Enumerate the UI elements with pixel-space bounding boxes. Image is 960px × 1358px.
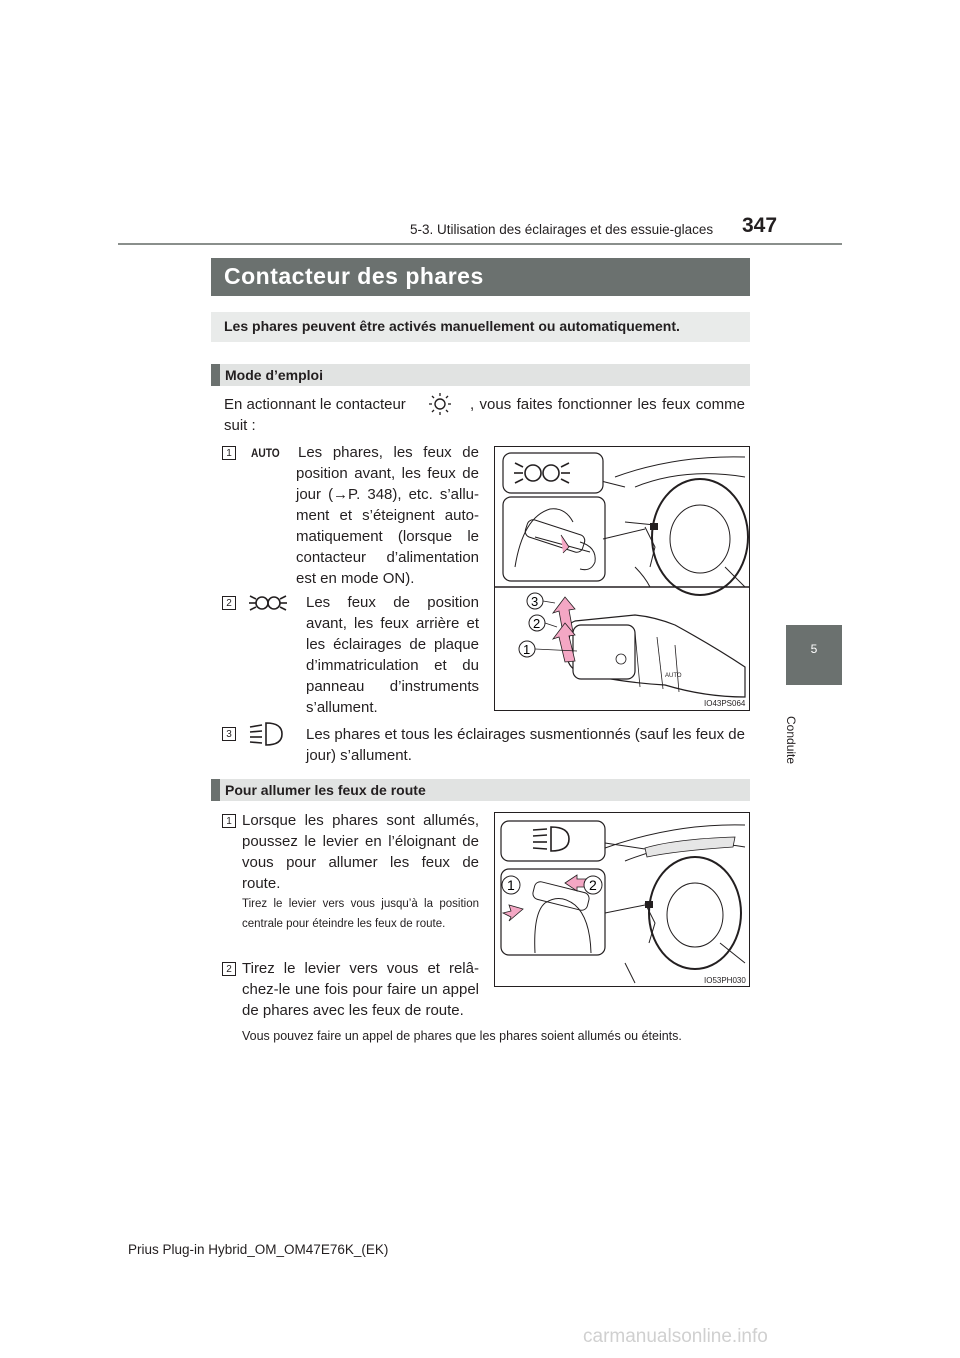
subheading-high-beam: Pour allumer les feux de route — [225, 782, 426, 798]
mode-item-1-text: Les phares, les feux de position avant, les feux de jour (→P. 348), etc. s’allument et s’éteignent automatiquement (lorsque le contacteur d’alimentation est en mode ON). — [296, 444, 479, 587]
item-number-2: 2 — [222, 596, 236, 610]
intro-text: Les phares peuvent être activés manuellement ou automatiquement. — [224, 318, 680, 334]
switch-auto-label: AUTO — [665, 673, 682, 679]
footer-model: Prius Plug-in Hybrid_OM_OM47E76K_(EK) — [128, 1242, 389, 1257]
callout-2: 2 — [533, 616, 541, 631]
hb-item-number-2: 2 — [222, 962, 236, 976]
hb-bottom-note: Vous pouvez faire un appel de phares que les phares soient allumés ou éteints. — [242, 1029, 682, 1043]
figure-id-2: IO53PH030 — [704, 976, 746, 985]
headlights-icon — [248, 720, 284, 748]
auto-icon: AUTO — [251, 446, 280, 460]
chapter-label: Conduite — [784, 716, 798, 765]
headlight-switch-figure — [494, 446, 750, 711]
page-number: 347 — [742, 214, 778, 237]
callout-3: 3 — [531, 594, 539, 609]
hb-item-1-text: Lorsque les phares sont allumés, poussez le levier en l’éloignant de vous pour allumer les feux de route. — [242, 812, 479, 892]
high-beam-illustration — [495, 813, 749, 986]
mode-item-3-text: Les phares et tous les éclairages susmentionnés (sauf les feux de jour) s’allument. — [306, 726, 745, 764]
hb-item-1-note: Tirez le levier vers vous jusqu’à la position centrale pour éteindre les feux de route. — [242, 898, 479, 930]
page-title: Contacteur des phares — [224, 263, 484, 289]
subheading-mode: Mode d’emploi — [225, 367, 323, 383]
chapter-tab: 5 — [786, 625, 842, 685]
hb-callout-2: 2 — [589, 877, 597, 893]
position-lights-icon — [248, 590, 288, 616]
hb-item-2-text: Tirez le levier vers vous et relâchez-le une fois pour faire un appel de phares avec les feux de route. — [242, 960, 479, 1019]
callout-1: 1 — [523, 642, 531, 657]
header-divider — [118, 243, 842, 245]
figure-id-1: IO43PS064 — [704, 699, 746, 708]
item-number-1: 1 — [222, 446, 236, 460]
watermark: carmanualsonline.info — [583, 1326, 768, 1347]
item-number-3: 3 — [222, 727, 236, 741]
hb-item-number-1: 1 — [222, 814, 236, 828]
headlight-switch-illustration — [495, 447, 749, 710]
lead-text-after: , vous faites fonctionner les feux comme suit : — [224, 396, 745, 434]
lead-text-before: En actionnant le contacteur — [224, 396, 406, 413]
mode-item-2-text: Les feux de position avant, les feux arrière et les éclairages de plaque d’immatriculation et du panneau d’instruments s’allument. — [306, 594, 479, 716]
section-title: 5-3. Utilisation des éclairages et des essuie-glaces — [410, 222, 714, 237]
high-beam-figure — [494, 812, 750, 987]
hb-callout-1: 1 — [507, 877, 515, 893]
